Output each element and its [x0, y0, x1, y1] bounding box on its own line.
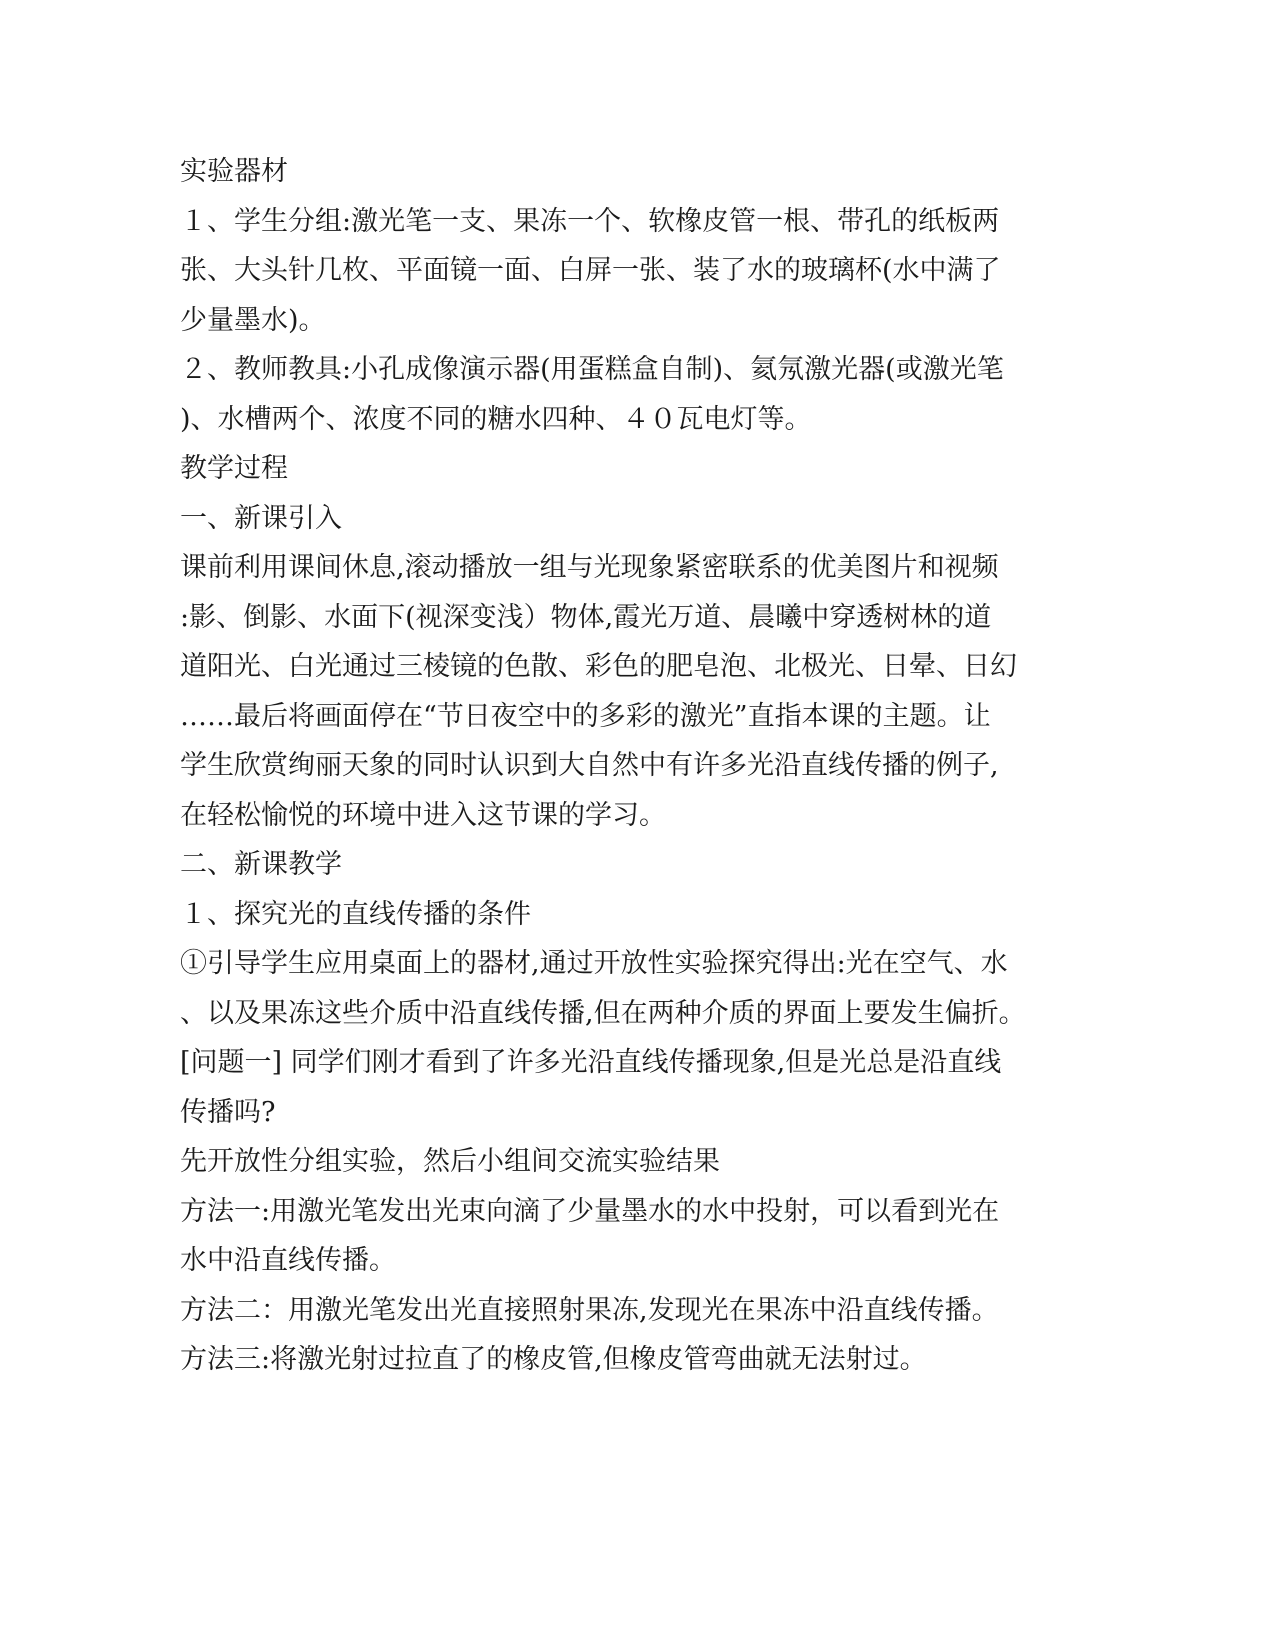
heading-equipment: 实验器材: [180, 156, 288, 187]
text-line: １、学生分组:激光笔一支、果冻一个、软橡皮管一根、带孔的纸板两: [180, 205, 1000, 237]
text-line: 在轻松愉悦的环境中进入这节课的学习。: [180, 799, 666, 831]
document-body: [180, 147, 1050, 1385]
text-line: 道阳光、白光通过三棱镜的色散、彩色的肥皂泡、北极光、日晕、日幻: [180, 651, 1017, 682]
subheading-introduction: 一、新课引入: [180, 502, 342, 534]
text-line: 张、大头针几枚、平面镜一面、白屏一张、装了水的玻璃杯(水中满了: [180, 255, 1001, 286]
method-line: 水中沿直线传播。: [180, 1245, 396, 1276]
text-line: 学生欣赏绚丽天象的同时认识到大自然中有许多光沿直线传播的例子,: [180, 750, 999, 781]
text-line: ①引导学生应用桌面上的器材,通过开放性实验探究得出:光在空气、水: [180, 948, 1008, 979]
text-line: :影、倒影、水面下(视深变浅）物体,霞光万道、晨曦中穿透树林的道: [180, 601, 992, 633]
text-line: )、水槽两个、浓度不同的糖水四种、４０瓦电灯等。: [180, 403, 812, 435]
method-line: 方法三:将激光射过拉直了的橡皮管,但橡皮管弯曲就无法射过。: [180, 1344, 927, 1375]
text-line: 、以及果冻这些介质中沿直线传播,但在两种介质的界面上要发生偏折。: [180, 997, 1026, 1029]
text-line: ２、教师教具:小孔成像演示器(用蛋糕盒自制)、氦氖激光器(或激光笔: [180, 354, 1004, 385]
subheading-new-lesson: 二、新课教学: [180, 849, 342, 880]
method-line: 方法二：用激光笔发出光直接照射果冻,发现光在果冻中沿直线传播。: [180, 1294, 999, 1326]
question-line: 传播吗?: [180, 1096, 276, 1128]
method-line: 方法一:用激光笔发出光束向滴了少量墨水的水中投射，可以看到光在: [180, 1195, 1000, 1227]
text-line: 课前利用课间休息,滚动播放一组与光现象紧密联系的优美图片和视频: [180, 552, 999, 583]
text-line: 先开放性分组实验，然后小组间交流实验结果: [180, 1146, 720, 1177]
text-line: 少量墨水)。: [180, 304, 326, 336]
text-line: ……最后将画面停在“节日夜空中的多彩的激光”直指本课的主题。让: [180, 700, 991, 732]
subheading-explore-conditions: １、探究光的直线传播的条件: [180, 898, 531, 930]
question-line: [问题一] 同学们刚才看到了许多光沿直线传播现象,但是光总是沿直线: [180, 1047, 1002, 1078]
heading-teaching-process: 教学过程: [180, 453, 288, 484]
